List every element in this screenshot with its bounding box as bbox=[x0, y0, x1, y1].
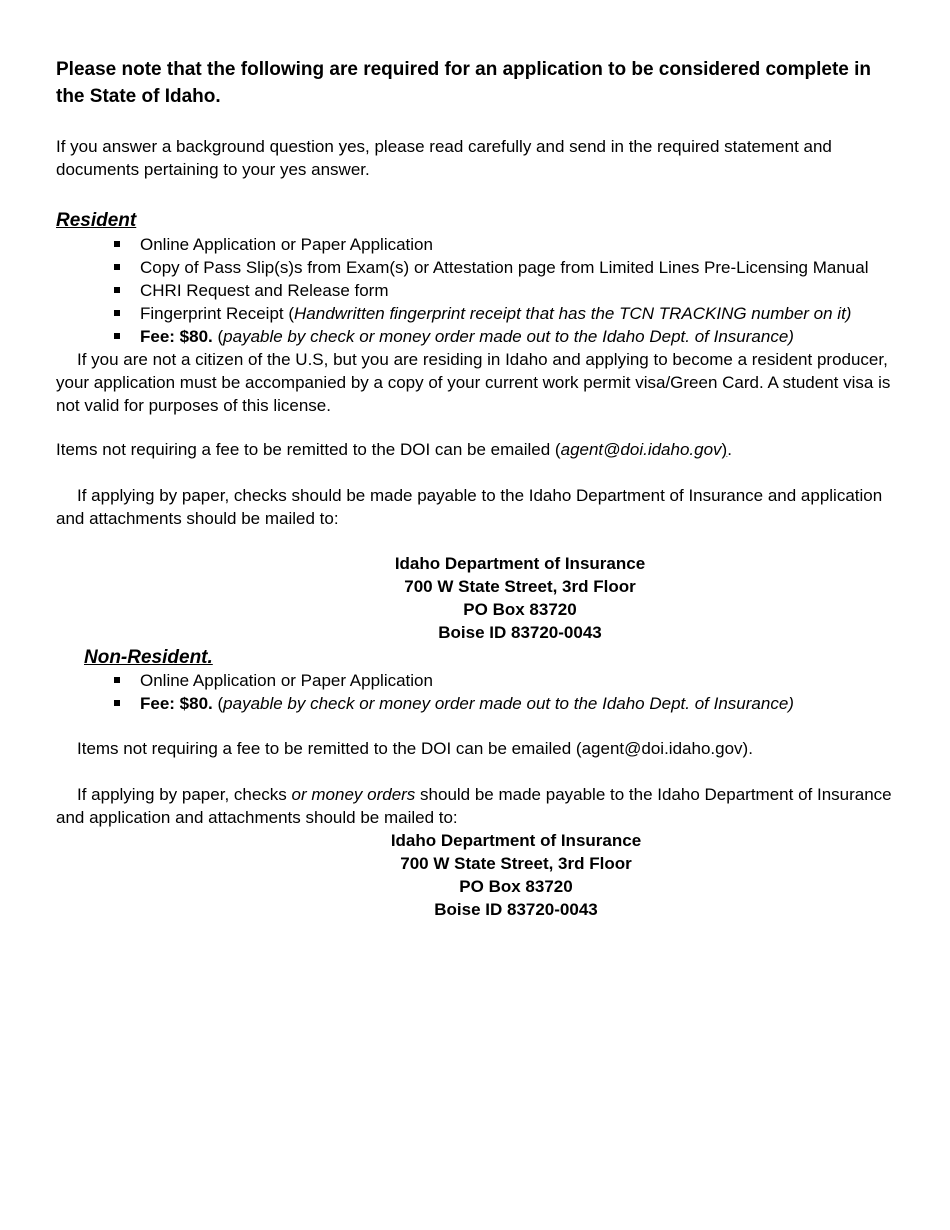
list-item: Fee: $80. (payable by check or money order made out to the Idaho Dept. of Insurance) bbox=[56, 325, 896, 348]
bullet-icon bbox=[114, 287, 120, 293]
list-item: Copy of Pass Slip(s)s from Exam(s) or Attestation page from Limited Lines Pre-Licensing Manual bbox=[56, 256, 896, 279]
intro-text: If you answer a background question yes, please read carefully and send in the required statement and documents pertaining to your yes answer. bbox=[56, 137, 832, 179]
bullet-icon bbox=[114, 677, 120, 683]
non-resident-paper-note: If applying by paper, checks or money orders should be made payable to the Idaho Department of Insurance and application and attachments should be mailed to: bbox=[56, 785, 892, 827]
list-item: Online Application or Paper Application bbox=[56, 669, 896, 692]
resident-mailing-address: Idaho Department of Insurance 700 W State Street, 3rd Floor PO Box 83720 Boise ID 83720-0043 bbox=[394, 554, 646, 642]
resident-title: Resident bbox=[56, 210, 137, 231]
bullet-icon bbox=[114, 264, 120, 270]
non-resident-email-note: Items not requiring a fee to be remitted to the DOI can be emailed (agent@doi.idaho.gov). bbox=[77, 739, 753, 758]
non-resident-mailing-address: Idaho Department of Insurance 700 W State Street, 3rd Floor PO Box 83720 Boise ID 83720-0043 bbox=[390, 831, 642, 919]
list-item: Online Application or Paper Application bbox=[56, 233, 896, 256]
non-resident-requirements-list bbox=[56, 669, 896, 715]
list-item: CHRI Request and Release form bbox=[56, 279, 896, 302]
email-link[interactable]: agent@doi.idaho.gov bbox=[560, 440, 722, 459]
list-item: Fingerprint Receipt (Handwritten fingerprint receipt that has the TCN TRACKING number on it) bbox=[56, 302, 896, 325]
non-resident-title: Non-Resident. bbox=[84, 647, 213, 668]
page-heading: Please note that the following are required for an application to be considered complete in the State of Idaho. bbox=[56, 59, 872, 107]
bullet-icon bbox=[114, 700, 120, 706]
bullet-icon bbox=[114, 333, 120, 339]
bullet-icon bbox=[114, 241, 120, 247]
list-item: Fee: $80. (payable by check or money order made out to the Idaho Dept. of Insurance) bbox=[56, 692, 896, 715]
bullet-icon bbox=[114, 310, 120, 316]
citizen-note: If you are not a citizen of the U.S, but you are residing in Idaho and applying to become a resident producer, your application must be accompanied by a copy of your current work permit visa/Green Card. A student visa is not valid for purposes of this license. bbox=[56, 350, 891, 415]
resident-requirements-list bbox=[56, 233, 896, 348]
resident-email-note: Items not requiring a fee to be remitted to the DOI can be emailed (agent@doi.idaho.gov). bbox=[56, 440, 732, 459]
resident-paper-note: If applying by paper, checks should be made payable to the Idaho Department of Insurance and application and attachments should be mailed to: bbox=[56, 486, 883, 528]
